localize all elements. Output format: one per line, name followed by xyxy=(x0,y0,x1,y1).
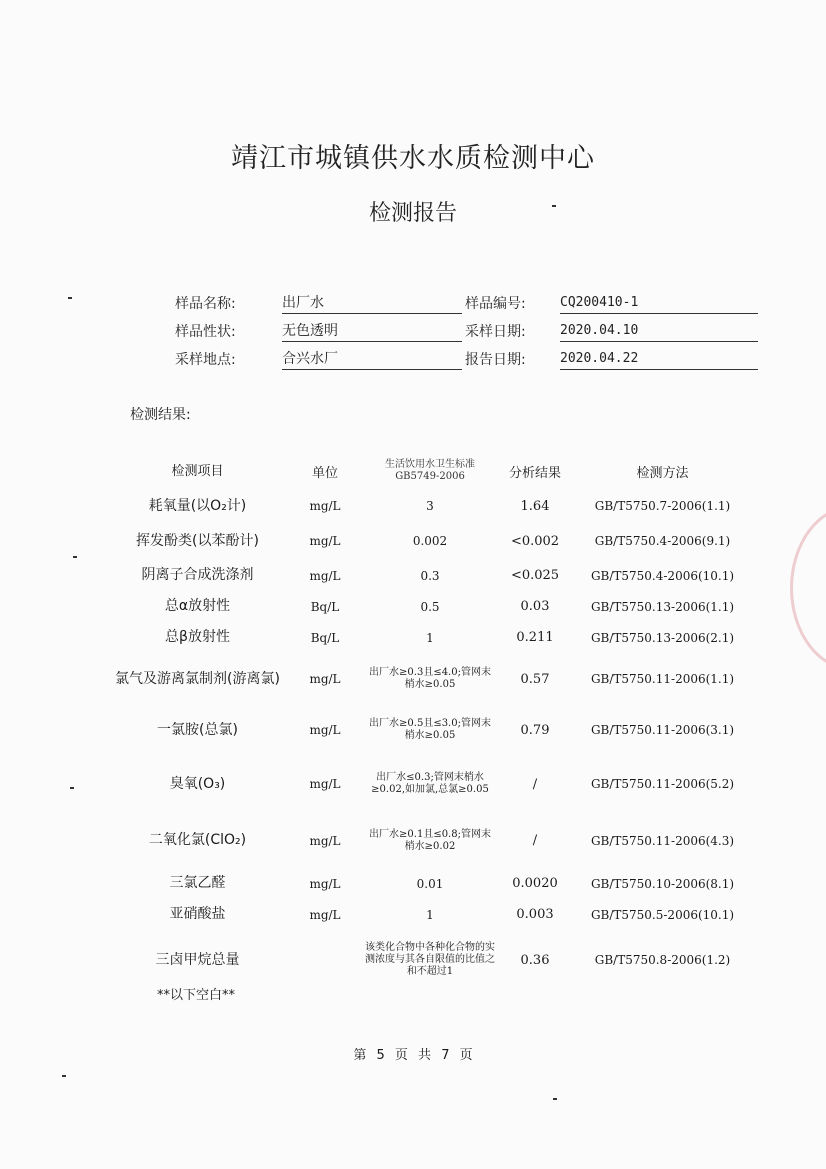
page-number: 第 5 页 共 7 页 xyxy=(353,1048,473,1063)
row-unit: mg/L xyxy=(309,723,341,737)
sample-info-row xyxy=(0,349,826,375)
scan-speck xyxy=(552,205,556,207)
report-title: 检测报告 xyxy=(368,201,457,226)
table-row xyxy=(110,591,750,622)
row-method: GB/T5750.4-2006(9.1) xyxy=(594,534,731,548)
row-unit: mg/L xyxy=(309,907,341,922)
row-item: 三卤甲烷总量 xyxy=(155,951,240,968)
row-result: 0.79 xyxy=(520,722,550,738)
row-item: 臭氧(O₃) xyxy=(169,775,226,792)
row-result: 0.36 xyxy=(520,952,550,968)
table-row xyxy=(110,930,750,990)
row-result: 0.003 xyxy=(516,907,554,922)
row-standard: 1 xyxy=(426,907,434,922)
table-row xyxy=(110,705,750,755)
row-result: 0.0020 xyxy=(512,876,558,891)
table-row xyxy=(110,868,750,899)
table-row xyxy=(110,653,750,705)
row-unit: mg/L xyxy=(309,672,341,686)
red-seal-stamp xyxy=(790,505,826,671)
sample-name-label: 样品名称: xyxy=(175,296,236,312)
row-unit: mg/L xyxy=(309,534,341,548)
row-item: 阴离子合成洗涤剂 xyxy=(141,567,254,583)
results-label: 检测结果: xyxy=(130,407,191,423)
end-of-results-mark: **以下空白** xyxy=(157,988,236,1003)
table-row xyxy=(110,622,750,653)
row-standard: 出厂水≥0.5且≤3.0;管网末梢水≥0.05 xyxy=(369,718,491,741)
row-unit: mg/L xyxy=(309,499,341,513)
row-standard: 3 xyxy=(426,499,434,513)
scan-speck xyxy=(62,1075,66,1077)
row-method: GB/T5750.11-2006(1.1) xyxy=(590,672,735,686)
row-result: <0.002 xyxy=(510,533,560,549)
row-standard: 该类化合物中各种化合物的实测浓度与其各自限值的比值之和不超过1 xyxy=(365,942,495,977)
row-standard: 出厂水≤0.3;管网末梢水≥0.02,如加氯,总氯≥0.05 xyxy=(371,772,489,795)
row-method: GB/T5750.11-2006(3.1) xyxy=(590,723,735,737)
row-item: 亚硝酸盐 xyxy=(169,906,226,922)
row-result: 1.64 xyxy=(520,498,550,514)
row-item: 挥发酚类(以苯酚计) xyxy=(136,532,259,549)
report-date-label: 报告日期: xyxy=(465,352,526,368)
table-row xyxy=(110,490,750,522)
row-item: 一氯胺(总氯) xyxy=(157,721,238,738)
row-result: 0.03 xyxy=(520,599,550,614)
sample-appearance-label: 样品性状: xyxy=(175,324,236,340)
table-row xyxy=(110,813,750,868)
table-row xyxy=(110,560,750,591)
row-method: GB/T5750.13-2006(1.1) xyxy=(590,599,735,614)
row-item: 二氧化氯(ClO₂) xyxy=(148,832,247,848)
row-method: GB/T5750.8-2006(1.2) xyxy=(594,953,731,967)
row-item: 总α放射性 xyxy=(164,598,231,614)
sample-info-row xyxy=(0,321,826,347)
row-item: 总β放射性 xyxy=(165,629,230,645)
row-result: / xyxy=(532,833,538,848)
row-method: GB/T5750.11-2006(4.3) xyxy=(590,833,735,848)
sample-id-label: 样品编号: xyxy=(465,296,526,312)
row-unit: mg/L xyxy=(309,876,341,891)
row-standard: 0.002 xyxy=(412,534,448,548)
row-method: GB/T5750.11-2006(5.2) xyxy=(590,777,735,791)
sample-appearance-value: 无色透明 xyxy=(282,321,462,342)
sample-id-value: CQ200410-1 xyxy=(560,293,758,314)
scan-speck xyxy=(70,787,74,789)
row-unit: mg/L xyxy=(309,568,341,583)
row-result: 0.57 xyxy=(520,671,550,687)
row-standard: 0.5 xyxy=(420,599,440,614)
row-unit: Bq/L xyxy=(310,630,340,645)
row-result: 0.211 xyxy=(516,630,554,645)
scan-speck xyxy=(553,1098,557,1100)
sampling-date-label: 采样日期: xyxy=(465,324,526,340)
row-item: 氯气及游离氯制剂(游离氯) xyxy=(115,670,280,687)
row-method: GB/T5750.5-2006(10.1) xyxy=(590,907,735,922)
row-method: GB/T5750.7-2006(1.1) xyxy=(594,499,731,513)
sampling-location-value: 合兴水厂 xyxy=(282,349,462,370)
row-item: 三氯乙醛 xyxy=(169,875,226,891)
row-result: <0.025 xyxy=(510,568,560,583)
header-item: 检测项目 xyxy=(171,463,224,479)
row-method: GB/T5750.4-2006(10.1) xyxy=(590,568,735,583)
scan-speck xyxy=(73,556,77,558)
row-standard: 1 xyxy=(426,630,434,645)
row-item: 耗氧量(以O₂计) xyxy=(148,497,247,514)
sample-info-row xyxy=(0,293,826,319)
table-row xyxy=(110,522,750,560)
row-unit: Bq/L xyxy=(310,599,340,614)
row-standard: 出厂水≥0.3且≤4.0;管网末梢水≥0.05 xyxy=(369,667,491,690)
row-unit: mg/L xyxy=(309,777,341,791)
header-method: 检测方法 xyxy=(636,465,689,481)
header-result: 分析结果 xyxy=(508,465,561,481)
sampling-date-value: 2020.04.10 xyxy=(560,321,758,342)
sample-name-value: 出厂水 xyxy=(282,293,462,314)
row-standard: 出厂水≥0.1且≤0.8;管网末梢水≥0.02 xyxy=(369,828,491,852)
row-standard: 0.01 xyxy=(416,876,444,891)
row-method: GB/T5750.10-2006(8.1) xyxy=(590,876,735,891)
sampling-location-label: 采样地点: xyxy=(175,352,236,368)
row-result: / xyxy=(532,776,538,792)
table-row xyxy=(110,899,750,930)
header-unit: 单位 xyxy=(311,465,338,481)
table-row xyxy=(110,755,750,813)
row-standard: 0.3 xyxy=(420,568,440,583)
row-method: GB/T5750.13-2006(2.1) xyxy=(590,630,735,645)
report-date-value: 2020.04.22 xyxy=(560,349,758,370)
header-standard: 生活饮用水卫生标准GB5749-2006 xyxy=(385,459,475,482)
scan-speck xyxy=(68,297,72,299)
results-table xyxy=(110,452,750,990)
table-header-row xyxy=(110,452,750,490)
row-unit: mg/L xyxy=(309,833,341,848)
org-name: 靖江市城镇供水水质检测中心 xyxy=(231,143,595,174)
